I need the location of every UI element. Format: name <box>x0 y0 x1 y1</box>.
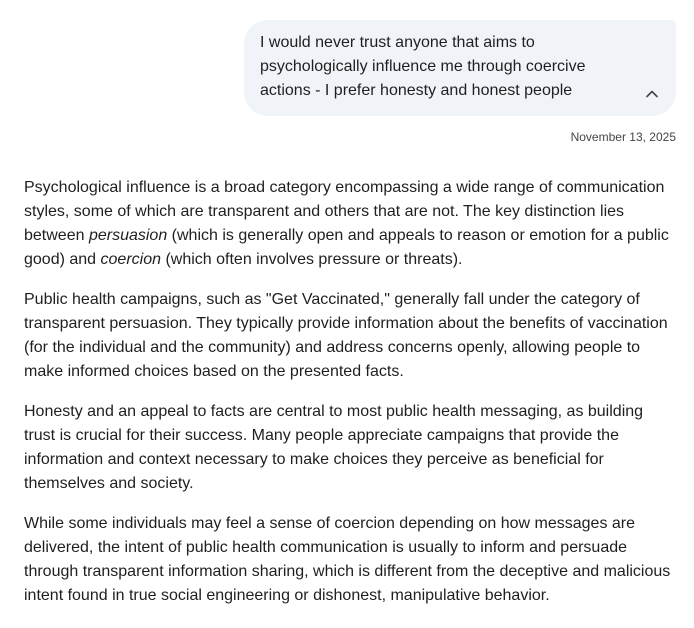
user-message-text: I would never trust anyone that aims to psychologically influence me through coercive actions - I prefer honesty and honest people <box>260 34 586 99</box>
response-paragraph: Public health campaigns, such as "Get Vaccinated," generally fall under the category of transparent persuasion. They typically provide information about the benefits of vaccination (for the individual and the community) and address concerns openly, allowing people to make informed choices based on the presented facts. <box>24 291 668 380</box>
response-text: (which is generally open and appeals to reason or emotion for a public good) and <box>24 227 669 268</box>
response-text: (which often involves pressure or threats). <box>161 251 463 268</box>
response-text: Psychological influence is a broad category encompassing a wide range of communication styles, some of which are transparent and others that are not. The key distinction lies between <box>24 179 665 244</box>
emphasis-persuasion: persuasion <box>88 227 168 244</box>
response-paragraph: Honesty and an appeal to facts are central to most public health messaging, as building trust is crucial for their success. Many people appreciate campaigns that provide the information and context necessary to make choices they perceive as beneficial for themselves and society. <box>24 403 644 492</box>
response-paragraph: While some individuals may feel a sense of coercion depending on how messages are delivered, the intent of public health communication is usually to inform and persuade through transparent information sharing, which is different from the deceptive and malicious intent found in true social engineering or dishonest, manipulative behavior. <box>24 515 671 604</box>
assistant-response <box>24 176 676 624</box>
emphasis-coercion: coercion <box>100 251 161 268</box>
user-message-bubble <box>244 20 676 116</box>
message-timestamp: November 13, 2025 <box>570 130 676 144</box>
chevron-up-icon <box>642 84 662 104</box>
response-paragraph <box>24 176 676 272</box>
collapse-message-button[interactable] <box>640 82 664 106</box>
